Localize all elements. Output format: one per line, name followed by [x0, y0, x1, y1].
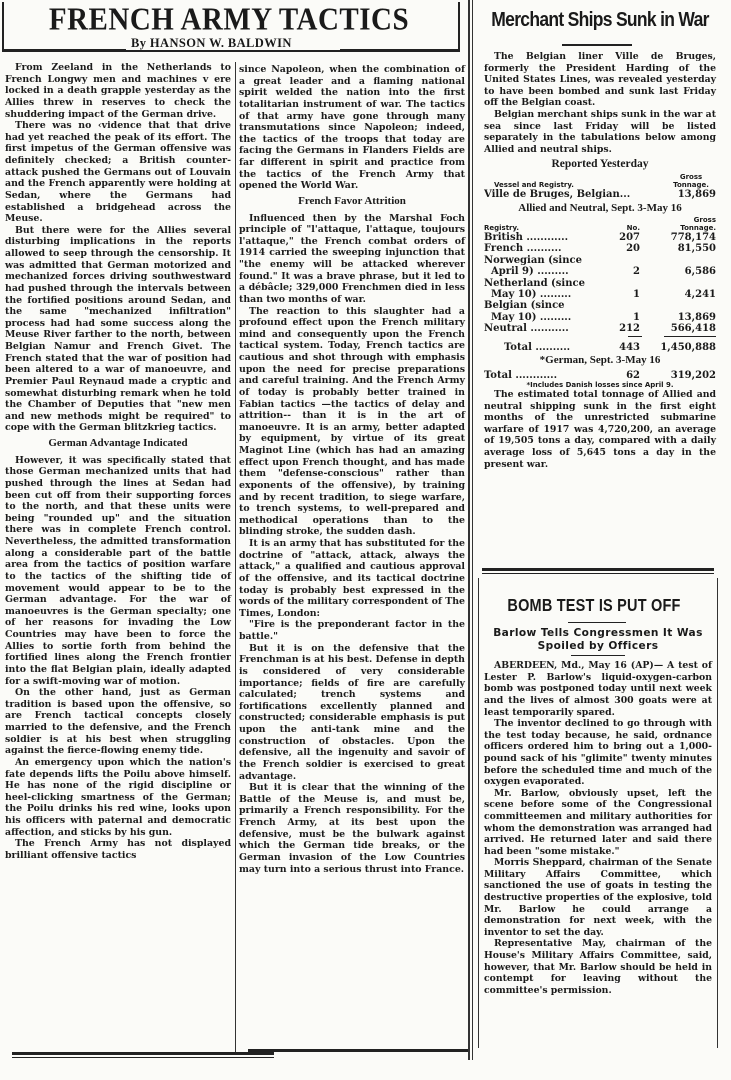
- paragraph: Morris Sheppard, chairman of the Senate Military Affairs Committee, which sanctioned the use of goats in testing the destructive properties of the explosive, told Mr. Barlow he could arrange a demonstration for next week, with the inventor to set the day.: [484, 857, 712, 938]
- paragraph: But it is clear that the winning of the Battle of the Meuse is, and must be, primarily a French responsibility. For the French Army, at its best upon the defensive, must be the bulwark against which the German tide breaks, or the German invasion of the Low Countries may turn into a serious thrust into France.: [239, 782, 465, 875]
- allied-table-header: [484, 216, 716, 232]
- ship-count: [612, 300, 640, 311]
- registry-name: British ............: [484, 231, 569, 243]
- ship-table-row: [484, 300, 716, 311]
- total-tonnage: 1,450,888: [660, 341, 716, 353]
- gross-tonnage: 13,869: [677, 311, 716, 323]
- ship-count: 1: [633, 311, 640, 323]
- allied-table-body: [484, 232, 716, 335]
- paragraph: The inventor declined to go through with the test today because, he said, ordnance officers ordered him to bring out a 1,000-pound sack of his "glimite" twenty minutes before the scheduled time and much of the oxygen evaporated.: [484, 718, 712, 788]
- registry-name: April 9) .........: [484, 266, 569, 278]
- box-left-rule: [478, 578, 479, 1048]
- paragraph: The reaction to this slaughter had a profound effect upon the French military mind and consequently upon the French tactical system. Today, French tactics are cautious and shot through with emphasis upon the need for precise preparations and careful training. And the French Army of today is probably better trained in Fabian tactics —the tactics of delay and attrition-- than it is in the art of manoeuvre. It is an army, better adapted by equipment, by virtue of its great Maginot Line (which has had an amazing effect upon French thought, and has made them "defense-conscious" rather than exponents of the offensive), by training and by recent tradition, to siege warfare, to trench systems, to well-prepared and methodical operations than to the blinding stroke, the sudden dash.: [239, 305, 465, 538]
- ship-count: 212: [619, 323, 640, 335]
- column-divider: [235, 62, 236, 1052]
- paragraph: From Zeeland in the Netherlands to French Longwy men and machines v ere locked in a death grapple yesterday as the Allies threw in reserves to check the shuddering impact of the German drive.: [5, 62, 231, 120]
- rule-no: [628, 336, 642, 340]
- paragraph: There was no ‹vidence that that drive had yet reached the peak of its effort. The first impetus of the German offensive was definitely checked; a British counter-attack pushed the Germans out of Louvain and the French apparently were holding at Sedan, where the Germans had established a bridgehead across the Meuse.: [5, 120, 231, 225]
- registry-name: Netherland (since: [484, 277, 585, 289]
- registry-name: Neutral ...........: [484, 323, 569, 335]
- registry-name: Norwegian (since: [484, 254, 582, 266]
- byline-rule-left: [2, 49, 126, 51]
- gross-tonnage: [640, 278, 716, 289]
- headline-rule: [562, 44, 632, 46]
- section-divider: [468, 0, 470, 1060]
- ship-count: 20: [626, 243, 640, 255]
- ship-table-row: [484, 255, 716, 266]
- registry-name: May 10) .........: [484, 311, 572, 323]
- ship-count: 207: [619, 231, 640, 243]
- german-total-tonnage: 319,202: [670, 369, 716, 381]
- paragraph: The Belgian liner Ville de Bruges, formerly the President Harding of the United States Lines, was revealed yesterday to have been bombed and sunk last Friday off the Belgian coast.: [484, 51, 716, 109]
- reported-row: [484, 189, 716, 200]
- reported-heading: Reported Yesterday: [551, 158, 649, 171]
- gross-tonnage: [640, 255, 716, 266]
- section-rule-thin: [482, 573, 714, 574]
- bomb-body: [484, 627, 712, 996]
- ship-count: 2: [633, 266, 640, 278]
- ship-table-row: [484, 232, 716, 243]
- ship-count: [612, 255, 640, 266]
- total-rules: [484, 336, 716, 340]
- paragraph: It is an army that has substituted for the doctrine of "attack, attack, always the attack," a qualified and cautious approval of the offensive, and its tactical doctrine today is probably best expressed in the words of the military correspondent of The Times, London:: [239, 538, 465, 619]
- ship-table-row: [484, 312, 716, 323]
- total-no: 443: [619, 341, 640, 353]
- article-column-1: [5, 62, 231, 862]
- german-total-label: Total ............: [484, 369, 558, 381]
- ship-count: 1: [633, 288, 640, 300]
- paragraph: Belgian merchant ships sunk in the war at sea since last Friday will be listed separately in the tabulations below among Allied and neutral ships.: [484, 108, 716, 155]
- bottom-rule: [248, 1049, 468, 1052]
- ships-headline: Merchant Ships Sunk in War: [491, 7, 709, 31]
- ship-table-row: [484, 243, 716, 254]
- paragraph: ABERDEEN, Md., May 16 (AP)— A test of Lester P. Barlow's liquid-oxygen-carbon bomb was postponed today until next week and the lives of almost 300 goats were at least temporarily spared.: [484, 660, 712, 718]
- gross-tonnage: 6,586: [684, 266, 716, 278]
- box-right-rule: [717, 578, 718, 1048]
- headline-rule: [568, 622, 626, 623]
- paragraph: On the other hand, just as German tradition is based upon the offensive, so are French tactical concepts closely married to the defensive, and the French soldier is at his best when struggling against the fierce-flowing enemy tide.: [5, 687, 231, 757]
- gross-tonnage: 778,174: [670, 231, 716, 243]
- subheading: French Favor Attrition: [298, 194, 406, 207]
- paragraph: "Fire is the preponderant factor in the battle.": [239, 619, 465, 642]
- reported-table-header: [484, 173, 716, 189]
- ship-table-row: [484, 323, 716, 334]
- bottom-rule-thin: [12, 1057, 274, 1058]
- gross-tonnage: [640, 300, 716, 311]
- vessel-name: Ville de Bruges, Belgian...: [484, 188, 631, 200]
- paragraph: An emergency upon which the nation's fate depends lifts the Poilu above himself. He has none of the rigid discipline or heel-clicking smartness of the German; the Poilu drinks his red wine, looks upon his officers with paternal and democratic affection, and sticks by his gun.: [5, 756, 231, 838]
- article-column-2: [239, 64, 465, 875]
- col-no: No.: [626, 223, 640, 232]
- gross-tonnage: 81,550: [677, 243, 716, 255]
- footnote: *Includes Danish losses since April 9.: [526, 381, 674, 389]
- section-divider-thin: [472, 0, 473, 1060]
- ship-table-row: [484, 278, 716, 289]
- registry-name: May 10) .........: [484, 288, 572, 300]
- paragraph: Representative May, chairman of the House's Military Affairs Committee, said, however, that Mr. Barlow should be held in contempt for leaving without the committee's permission.: [484, 938, 712, 996]
- registry-name: Belgian (since: [484, 300, 565, 312]
- total-label: Total ..........: [504, 341, 571, 353]
- subheading: German Advantage Indicated: [48, 437, 188, 449]
- allied-heading: Allied and Neutral, Sept. 3-May 16: [518, 202, 682, 215]
- col-tonnage: Gross Tonnage.: [673, 172, 709, 189]
- german-total-row: [484, 370, 716, 381]
- rule-tonnage: [664, 336, 716, 340]
- gross-tonnage: 566,418: [670, 323, 716, 335]
- byline: By HANSON W. BALDWIN: [131, 36, 292, 50]
- col-vessel: Vessel and Registry.: [494, 180, 574, 189]
- bomb-headline: BOMB TEST IS PUT OFF: [507, 596, 681, 616]
- registry-name: French ..........: [484, 243, 562, 255]
- ship-table-row: [484, 266, 716, 277]
- paragraph: The French Army has not displayed brilliant offensive tactics: [5, 838, 231, 861]
- paragraph: Mr. Barlow, obviously upset, left the scene before some of the Congressional committeemen and military authorities for whom the demonstration was arranged had arrived. He returned later and said there had been "some mistake.": [484, 787, 712, 857]
- section-rule: [482, 568, 714, 571]
- ship-table-row: [484, 289, 716, 300]
- col-gross-tonnage: Gross Tonnage.: [680, 215, 716, 232]
- vessel-tonnage: 13,869: [677, 188, 716, 200]
- gross-tonnage: 4,241: [684, 288, 716, 300]
- col-registry: Registry.: [484, 223, 520, 232]
- german-heading: *German, Sept. 3-May 16: [539, 354, 661, 366]
- ships-body: [484, 51, 716, 470]
- paragraph: But there were for the Allies several disturbing implications in the reports allowed to seep through the censorship. It was admitted that German motorized and mechanized forces driving southwestward had pushed through the intervals between the fortified positions around Sedan, and the same "mechanized infiltration" process had had some success along the Meuse River farther to the north, between Belgian Namur and French Givet. The French stated that the war of position had been altered to a war of manoeuvre, and Premier Paul Reynaud made a cryptic and somewhat disturbing remark when he told the Chamber of Deputies that "new men and new methods might be required" to cope with the German blitzkrieg tactics.: [5, 224, 231, 434]
- subhead-rule: [571, 655, 625, 656]
- paragraph: However, it was specifically stated that those German mechanized units that had pushed through the lines at Sedan had been cut off from their supporting forces to the north, and that these units were being "rounded up" and the situation there was in complete French control. Nevertheless, the admitted transformation along a considerable part of the battle area from the tactics of position warfare to the tactics of the shifting tide of movement would appear to be to the German advantage. For the war of manoeuvres is the German specialty; one of her reasons for invading the Low Countries may have been to force the Allies to sortie forth from behind the fortified lines along the French frontier into the flat Belgian plain, ideally adapted for a swift-moving war of motion.: [5, 454, 231, 687]
- bottom-rule: [12, 1052, 274, 1055]
- ship-count: [612, 278, 640, 289]
- paragraph: The estimated total tonnage of Allied and neutral shipping sunk in the first eight months of the unrestricted submarine warfare of 1917 was 4,720,200, an average of 19,505 tons a day, compared with a daily average loss of 5,645 tons a day in the present war.: [484, 389, 716, 470]
- paragraph: Influenced then by the Marshal Foch principle of "l'attaque, l'attaque, toujours l'attaque," the French combat orders of 1914 carried the sweeping injunction that "the enemy will be attacked wherever found." It was a brave phrase, but it led to a débâcle; 329,000 Frenchmen died in less than two months of war.: [239, 212, 465, 305]
- byline-rule-right: [340, 49, 460, 51]
- german-total-no: 62: [626, 369, 640, 381]
- bomb-subheadline: Barlow Tells Congressmen It Was Spoiled by Officers: [493, 627, 703, 652]
- paragraph: But it is on the defensive that the Frenchman is at his best. Defense in depth is considered of very considerable importance; fields of fire are carefully calculated; trench systems and fortifications excellently planned and constructed; considerable emphasis is put upon the anti-tank mine and the construction of obstacles. Upon the defensive, all the ingenuity and savoir of the French soldier is exercised to great advantage.: [239, 642, 465, 782]
- main-headline: FRENCH ARMY TACTICS: [48, 2, 410, 38]
- total-row: [484, 342, 716, 353]
- paragraph: since Napoleon, when the combination of a great leader and a flaming national spirit welded the nation into the first totalitarian instrument of war. The tactics of that army have gone through many transmutations since Napoleon; indeed, the tactics of the troops that today are facing the Germans in Flanders Fields are far different in spirit and practice from the tactics of the French Army that opened the World War.: [239, 64, 465, 192]
